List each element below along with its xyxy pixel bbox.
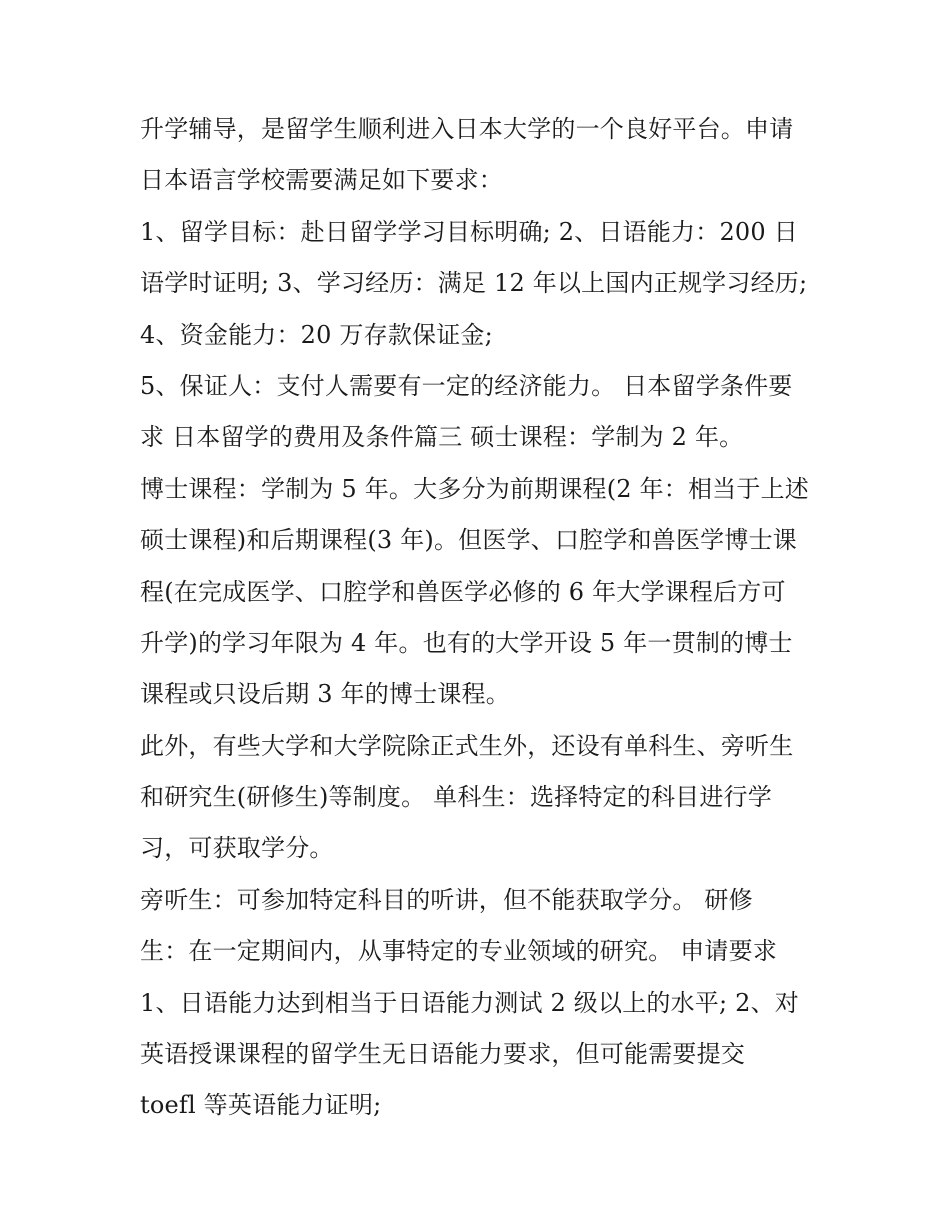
text-line: 英语授课课程的留学生无日语能力要求，但可能需要提交: [140, 1040, 745, 1069]
text-line: 和研究生(研修生)等制度。 单科生：选择特定的科目进行学: [140, 783, 772, 812]
text-line: 硕士课程)和后期课程(3 年)。但医学、口腔学和兽医学博士课: [140, 526, 797, 555]
text-line: toefl 等英语能力证明;: [140, 1091, 382, 1120]
text-line: 此外，有些大学和大学院除正式生外，还设有单科生、旁听生: [140, 731, 794, 760]
text-line: 升学)的学习年限为 4 年。也有的大学开设 5 年一贯制的博士: [140, 628, 793, 657]
text-line: 求 日本留学的费用及条件篇三 硕士课程：学制为 2 年。: [140, 423, 744, 452]
text-line: 4、资金能力：20 万存款保证金;: [140, 320, 493, 349]
text-line: 5、保证人：支付人需要有一定的经济能力。 日本留学条件要: [140, 371, 793, 400]
document-body: [140, 104, 830, 1132]
text-line: 1、日语能力达到相当于日语能力测试 2 级以上的水平; 2、对: [140, 988, 799, 1017]
text-line: 习，可获取学分。: [140, 834, 334, 863]
text-line: 日本语言学校需要满足如下要求：: [140, 166, 503, 195]
text-line: 1、留学目标：赴日留学学习目标明确; 2、日语能力：200 日: [140, 217, 798, 246]
text-line: 博士课程：学制为 5 年。大多分为前期课程(2 年：相当于上述: [140, 474, 809, 503]
text-line: 生：在一定期间内，从事特定的专业领域的研究。 申请要求: [140, 937, 778, 966]
text-line: 课程或只设后期 3 年的博士课程。: [140, 680, 510, 709]
text-line: 语学时证明; 3、学习经历：满足 12 年以上国内正规学习经历;: [140, 269, 808, 298]
text-line: 旁听生：可参加特定科目的听讲，但不能获取学分。 研修: [140, 885, 753, 914]
text-line: 程(在完成医学、口腔学和兽医学必修的 6 年大学课程后方可: [140, 577, 786, 606]
text-line: 升学辅导，是留学生顺利进入日本大学的一个良好平台。申请: [140, 115, 794, 143]
